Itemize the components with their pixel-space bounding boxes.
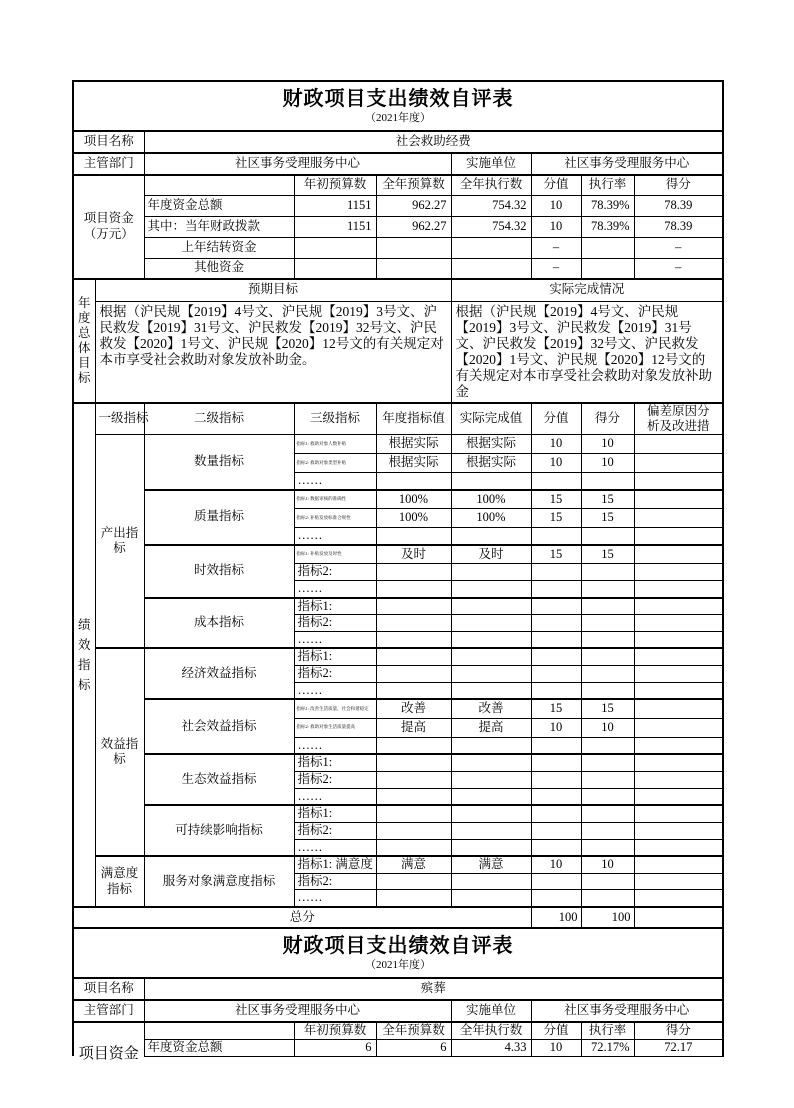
target-value-cell <box>376 615 451 632</box>
fund-col-header: 全年预算数 <box>376 1022 451 1039</box>
got-cell <box>581 598 634 615</box>
level2-cell: 成本指标 <box>144 598 294 649</box>
l3-cell: 指标2: <box>294 772 376 789</box>
actual-value-cell <box>451 615 531 632</box>
got-cell: 15 <box>581 699 634 718</box>
deviation-cell <box>634 666 723 683</box>
level2-cell: 服务对象满意度指标 <box>144 856 294 907</box>
score-cell <box>531 805 581 822</box>
got-cell <box>581 839 634 856</box>
deviation-cell <box>634 509 723 528</box>
actual-value-cell <box>451 473 531 490</box>
exec-cell <box>451 237 531 258</box>
target-value-cell <box>376 598 451 615</box>
ind-col-header: 年度指标值 <box>376 403 451 435</box>
ind-col-header: 得分 <box>581 403 634 435</box>
ind-col-header: 一级指标 <box>95 403 144 435</box>
l3-cell: …… <box>294 473 376 490</box>
target-value-cell <box>376 631 451 648</box>
fund-row <box>73 1039 723 1056</box>
got-cell <box>581 890 634 907</box>
target-value-cell: 根据实际 <box>376 454 451 473</box>
l3-cell: 指标1: 满意度 <box>294 856 376 873</box>
deviation-cell <box>634 490 723 509</box>
actual-goal-text: 根据（沪民规【2019】4号文、沪民规【2019】3号文、沪民救发【2019】31号文、沪民救发【2019】32号文、沪民救发【2020】1号文、沪民规【2020】12号文的有关规定对本市享受社会救助对象发放补助金 <box>451 301 723 403</box>
goal-side-label: 年度总体目标 <box>73 279 95 403</box>
level1-cell: 满意度指标 <box>95 856 144 907</box>
got-cell <box>581 666 634 683</box>
fund-col-header: 执行率 <box>581 1022 634 1039</box>
fund-empty-cell <box>144 1022 294 1039</box>
got-cell <box>581 631 634 648</box>
target-value-cell <box>376 682 451 699</box>
indicator-row <box>73 545 723 564</box>
target-value-cell: 改善 <box>376 699 451 718</box>
l3-cell: …… <box>294 788 376 805</box>
score-cell: – <box>531 237 581 258</box>
got-cell <box>581 873 634 890</box>
target-value-cell <box>376 822 451 839</box>
got-cell: 10 <box>581 454 634 473</box>
l3-cell: …… <box>294 631 376 648</box>
target-value-cell <box>376 890 451 907</box>
got-cell: 72.17 <box>634 1039 723 1056</box>
table-subtitle: （2021年度） <box>365 958 432 971</box>
actual-value-cell <box>451 805 531 822</box>
l3-cell: 指标2: <box>294 564 376 581</box>
score-cell: 15 <box>531 545 581 564</box>
deviation-cell <box>634 890 723 907</box>
score-cell <box>531 473 581 490</box>
eval-table-1 <box>72 80 724 929</box>
level2-cell: 时效指标 <box>144 545 294 598</box>
actual-value-cell: 根据实际 <box>451 435 531 454</box>
got-cell <box>581 754 634 771</box>
table-title: 财政项目支出绩效自评表 <box>282 87 514 110</box>
indicator-row <box>73 699 723 718</box>
indicator-row <box>73 490 723 509</box>
score-cell <box>531 737 581 754</box>
total-got-cell: 100 <box>581 907 634 928</box>
budget-initial-cell <box>294 258 376 279</box>
level2-cell: 社会效益指标 <box>144 699 294 754</box>
score-cell <box>531 615 581 632</box>
exec-cell: 4.33 <box>451 1039 531 1056</box>
actual-value-cell <box>451 890 531 907</box>
actual-value-cell <box>451 598 531 615</box>
deviation-cell <box>634 873 723 890</box>
level1-cell: 效益指标 <box>95 648 144 856</box>
deviation-cell <box>634 580 723 597</box>
target-value-cell <box>376 580 451 597</box>
target-value-cell: 根据实际 <box>376 435 451 454</box>
l3-cell: 指标2: <box>294 822 376 839</box>
ind-col-header: 二级指标 <box>144 403 294 435</box>
table-title: 财政项目支出绩效自评表 <box>282 934 514 957</box>
actual-value-cell <box>451 648 531 665</box>
indicator-side-label: 绩效指标 <box>73 403 95 908</box>
goal-body-row <box>73 301 723 403</box>
actual-value-cell <box>451 737 531 754</box>
indicator-row <box>73 648 723 665</box>
actual-value-cell: 改善 <box>451 699 531 718</box>
l3-cell: 指标1: 补贴发放及时性 <box>294 545 376 564</box>
l3-cell: 指标2: 救助对象生活质量提高 <box>294 718 376 737</box>
ind-col-header: 实际完成值 <box>451 403 531 435</box>
level2-cell: 生态效益指标 <box>144 754 294 805</box>
target-value-cell <box>376 528 451 545</box>
got-cell: 15 <box>581 490 634 509</box>
target-value-cell: 及时 <box>376 545 451 564</box>
fund-col-header: 年初预算数 <box>294 175 376 195</box>
got-cell: 10 <box>581 718 634 737</box>
deviation-cell <box>634 839 723 856</box>
budget-full-cell: 962.27 <box>376 195 451 216</box>
project-name-label: 项目名称 <box>73 978 144 1000</box>
l3-cell: 指标1: 改善生活质量，社会和谐稳定 <box>294 699 376 718</box>
score-cell <box>531 873 581 890</box>
deviation-cell <box>634 598 723 615</box>
score-cell: 15 <box>531 490 581 509</box>
score-cell <box>531 564 581 581</box>
dept-label: 主管部门 <box>73 1000 144 1022</box>
got-cell: – <box>634 258 723 279</box>
score-cell <box>531 580 581 597</box>
impl-value: 社区事务受理服务中心 <box>531 153 723 175</box>
l3-cell: 指标2: 补贴发放标准合规性 <box>294 509 376 528</box>
deviation-cell <box>634 772 723 789</box>
actual-goal-header: 实际完成情况 <box>451 279 723 301</box>
fund-col-header: 年初预算数 <box>294 1022 376 1039</box>
actual-value-cell <box>451 788 531 805</box>
got-cell <box>581 805 634 822</box>
actual-value-cell: 100% <box>451 490 531 509</box>
actual-value-cell <box>451 839 531 856</box>
l3-cell: 指标1: <box>294 648 376 665</box>
rate-cell: 72.17% <box>581 1039 634 1056</box>
eval-table-2 <box>72 927 724 1063</box>
rate-cell <box>581 258 634 279</box>
title-row <box>73 928 723 978</box>
l3-cell: 指标2: 救助对象类型补贴 <box>294 454 376 473</box>
actual-value-cell: 及时 <box>451 545 531 564</box>
score-cell <box>531 598 581 615</box>
got-cell <box>581 615 634 632</box>
expected-goal-header: 预期目标 <box>95 279 451 301</box>
rate-cell <box>581 237 634 258</box>
score-cell: 10 <box>531 216 581 237</box>
actual-value-cell: 100% <box>451 509 531 528</box>
partial-fund-label: 项目资金 <box>78 1046 139 1063</box>
got-cell: 10 <box>581 435 634 454</box>
score-cell: 10 <box>531 856 581 873</box>
l3-cell: …… <box>294 580 376 597</box>
deviation-cell <box>634 631 723 648</box>
deviation-cell <box>634 435 723 454</box>
got-cell: 15 <box>581 545 634 564</box>
l3-cell: 指标1: <box>294 805 376 822</box>
l3-cell: …… <box>294 737 376 754</box>
target-value-cell: 提高 <box>376 718 451 737</box>
project-name-value: 社会救助经费 <box>144 131 723 153</box>
score-cell <box>531 631 581 648</box>
total-score-cell: 100 <box>531 907 581 928</box>
table-subtitle: （2021年度） <box>365 111 432 124</box>
score-cell <box>531 890 581 907</box>
impl-label: 实施单位 <box>451 1000 531 1022</box>
l3-cell: …… <box>294 528 376 545</box>
got-cell: 10 <box>581 856 634 873</box>
deviation-cell <box>634 737 723 754</box>
deviation-cell <box>634 856 723 873</box>
table-title-cell <box>73 81 723 131</box>
score-cell: 10 <box>531 454 581 473</box>
target-value-cell <box>376 805 451 822</box>
ind-col-header: 三级指标 <box>294 403 376 435</box>
indicator-row <box>73 598 723 615</box>
score-cell <box>531 772 581 789</box>
level2-cell: 可持续影响指标 <box>144 805 294 856</box>
got-cell <box>581 580 634 597</box>
got-cell: 15 <box>581 509 634 528</box>
fund-row-label: 上年结转资金 <box>144 237 294 258</box>
fund-header-row <box>73 1022 723 1039</box>
score-cell <box>531 822 581 839</box>
deviation-cell <box>634 699 723 718</box>
score-cell <box>531 788 581 805</box>
table-title-cell <box>73 928 723 978</box>
deviation-cell <box>634 788 723 805</box>
fund-group-label: 项目资金（万元） <box>73 175 144 279</box>
indicator-row <box>73 856 723 873</box>
fund-empty-cell <box>144 175 294 195</box>
target-value-cell <box>376 737 451 754</box>
got-cell: 78.39 <box>634 195 723 216</box>
deviation-cell <box>634 454 723 473</box>
actual-value-cell <box>451 822 531 839</box>
fund-row <box>73 195 723 216</box>
deviation-cell <box>634 648 723 665</box>
actual-value-cell: 满意 <box>451 856 531 873</box>
fund-col-header: 执行率 <box>581 175 634 195</box>
actual-value-cell <box>451 873 531 890</box>
got-cell: 78.39 <box>634 216 723 237</box>
got-cell <box>581 772 634 789</box>
second-table-clip <box>72 927 722 1063</box>
l3-cell: …… <box>294 682 376 699</box>
deviation-cell <box>634 805 723 822</box>
score-cell: 10 <box>531 718 581 737</box>
project-name-row <box>73 978 723 1000</box>
fund-col-header: 全年预算数 <box>376 175 451 195</box>
got-cell <box>581 564 634 581</box>
indicator-row <box>73 435 723 454</box>
indicator-row <box>73 805 723 822</box>
deviation-cell <box>634 682 723 699</box>
goal-header-row <box>73 279 723 301</box>
target-value-cell <box>376 839 451 856</box>
rate-cell: 78.39% <box>581 195 634 216</box>
budget-full-cell <box>376 237 451 258</box>
deviation-cell <box>634 822 723 839</box>
project-name-row <box>73 131 723 153</box>
level2-cell: 经济效益指标 <box>144 648 294 699</box>
got-cell <box>581 528 634 545</box>
fund-col-header: 分值 <box>531 175 581 195</box>
got-cell <box>581 788 634 805</box>
fund-row <box>73 237 723 258</box>
level2-cell: 数量指标 <box>144 435 294 490</box>
score-cell: 15 <box>531 699 581 718</box>
actual-value-cell <box>451 754 531 771</box>
indicator-row <box>73 754 723 771</box>
impl-value: 社区事务受理服务中心 <box>531 1000 723 1022</box>
exec-cell <box>451 258 531 279</box>
l3-cell: 指标1: <box>294 754 376 771</box>
target-value-cell <box>376 564 451 581</box>
rate-cell: 78.39% <box>581 216 634 237</box>
deviation-cell <box>634 528 723 545</box>
actual-value-cell <box>451 580 531 597</box>
actual-value-cell: 根据实际 <box>451 454 531 473</box>
l3-cell: 指标2: <box>294 615 376 632</box>
actual-value-cell <box>451 528 531 545</box>
fund-col-header: 得分 <box>634 1022 723 1039</box>
ind-col-header: 偏差原因分析及改进措 <box>634 403 723 435</box>
fund-row-label: 其他资金 <box>144 258 294 279</box>
fund-row <box>73 216 723 237</box>
target-value-cell <box>376 754 451 771</box>
budget-initial-cell <box>294 237 376 258</box>
fund-row-label: 其中：当年财政拨款 <box>144 216 294 237</box>
deviation-cell <box>634 545 723 564</box>
l3-cell: …… <box>294 839 376 856</box>
indicator-header-row <box>73 403 723 435</box>
ind-col-header: 分值 <box>531 403 581 435</box>
target-value-cell <box>376 473 451 490</box>
target-value-cell <box>376 666 451 683</box>
got-cell <box>581 648 634 665</box>
title-row <box>73 81 723 131</box>
deviation-cell <box>634 718 723 737</box>
exec-cell: 754.32 <box>451 195 531 216</box>
l3-cell: 指标2: <box>294 666 376 683</box>
l3-cell: 指标1: 数据审核的准确性 <box>294 490 376 509</box>
fund-col-header: 全年执行数 <box>451 175 531 195</box>
score-cell: – <box>531 258 581 279</box>
score-cell: 10 <box>531 1039 581 1056</box>
budget-full-cell: 962.27 <box>376 216 451 237</box>
total-label: 总分 <box>73 907 531 928</box>
target-value-cell: 100% <box>376 509 451 528</box>
target-value-cell <box>376 772 451 789</box>
dept-label: 主管部门 <box>73 153 144 175</box>
score-cell <box>531 528 581 545</box>
score-cell <box>531 754 581 771</box>
score-cell <box>531 839 581 856</box>
actual-value-cell <box>451 682 531 699</box>
budget-full-cell <box>376 258 451 279</box>
got-cell: – <box>634 237 723 258</box>
actual-value-cell <box>451 666 531 683</box>
fund-group-label-partial <box>73 1022 144 1063</box>
fund-row-label: 年度资金总额 <box>144 195 294 216</box>
got-cell <box>581 822 634 839</box>
target-value-cell <box>376 648 451 665</box>
deviation-cell <box>634 615 723 632</box>
fund-row-label: 年度资金总额 <box>144 1039 294 1056</box>
target-value-cell: 100% <box>376 490 451 509</box>
project-name-value: 殡葬 <box>144 978 723 1000</box>
level1-cell: 产出指标 <box>95 435 144 649</box>
target-value-cell: 满意 <box>376 856 451 873</box>
dept-value: 社区事务受理服务中心 <box>144 153 451 175</box>
project-name-label: 项目名称 <box>73 131 144 153</box>
deviation-cell <box>634 907 723 928</box>
target-value-cell <box>376 788 451 805</box>
actual-value-cell <box>451 772 531 789</box>
expected-goal-text: 根据（沪民规【2019】4号文、沪民规【2019】3号文、沪民救发【2019】31号文、沪民救发【2019】32号文、沪民救发【2020】1号文、沪民规【2020】12号文的有关规定对本市享受社会救助对象发放补助金。 <box>95 301 451 403</box>
dept-row <box>73 1000 723 1022</box>
got-cell <box>581 737 634 754</box>
got-cell <box>581 682 634 699</box>
score-cell: 15 <box>531 509 581 528</box>
impl-label: 实施单位 <box>451 153 531 175</box>
deviation-cell <box>634 473 723 490</box>
score-cell: 10 <box>531 195 581 216</box>
dept-row <box>73 153 723 175</box>
dept-value: 社区事务受理服务中心 <box>144 1000 451 1022</box>
budget-initial-cell: 1151 <box>294 216 376 237</box>
l3-cell: 指标1: <box>294 598 376 615</box>
score-cell <box>531 682 581 699</box>
budget-initial-cell: 6 <box>294 1039 376 1056</box>
deviation-cell <box>634 564 723 581</box>
got-cell <box>581 473 634 490</box>
fund-col-header: 得分 <box>634 175 723 195</box>
actual-value-cell: 提高 <box>451 718 531 737</box>
l3-cell: 指标2: <box>294 873 376 890</box>
fund-col-header: 分值 <box>531 1022 581 1039</box>
fund-header-row <box>73 175 723 195</box>
budget-initial-cell: 1151 <box>294 195 376 216</box>
l3-cell: 指标1: 救助对象人数补贴 <box>294 435 376 454</box>
fund-row <box>73 258 723 279</box>
score-cell <box>531 666 581 683</box>
target-value-cell <box>376 873 451 890</box>
fund-col-header: 全年执行数 <box>451 1022 531 1039</box>
content-area <box>72 80 722 1063</box>
actual-value-cell <box>451 631 531 648</box>
score-cell: 10 <box>531 435 581 454</box>
budget-full-cell: 6 <box>376 1039 451 1056</box>
deviation-cell <box>634 754 723 771</box>
actual-value-cell <box>451 564 531 581</box>
level2-cell: 质量指标 <box>144 490 294 545</box>
exec-cell: 754.32 <box>451 216 531 237</box>
total-row <box>73 907 723 928</box>
score-cell <box>531 648 581 665</box>
l3-cell: …… <box>294 890 376 907</box>
